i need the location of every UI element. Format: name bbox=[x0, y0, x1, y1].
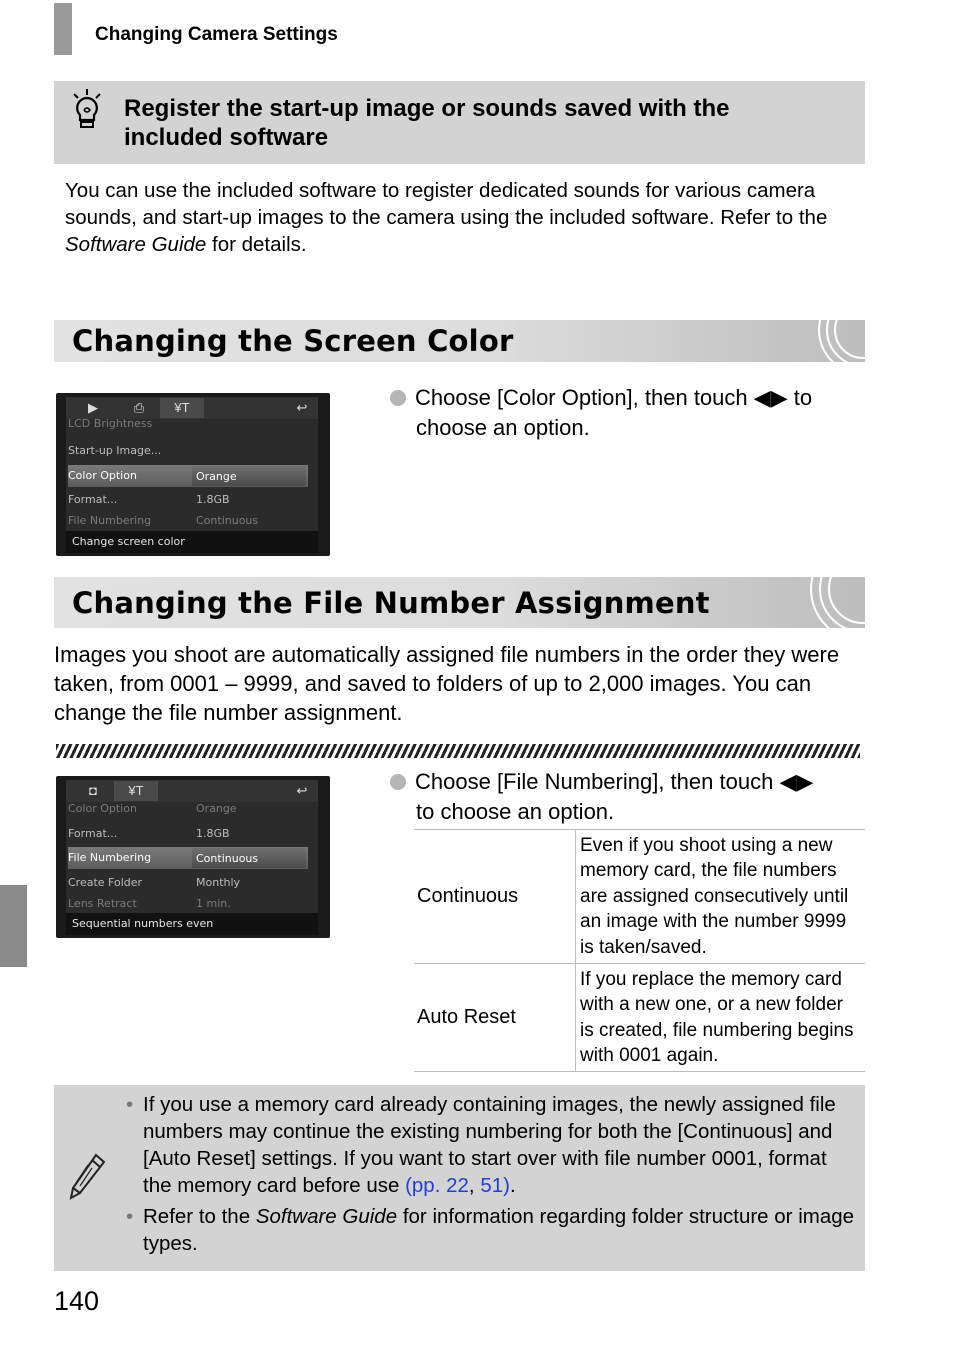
menu-row: Start-up Image... bbox=[68, 444, 162, 457]
file-number-intro: Images you shoot are automatically assigned file numbers in the order they were taken, from 0001 – 9999, and saved to folders of up to 2,000 images. You can change the file number assignment. bbox=[54, 642, 840, 725]
procedure-divider bbox=[56, 744, 860, 758]
note-list bbox=[126, 1091, 856, 1261]
lightbulb-icon bbox=[70, 88, 104, 132]
header-bar bbox=[54, 3, 72, 55]
left-right-arrows-icon: ◀▶ bbox=[753, 385, 788, 410]
option-name: Auto Reset bbox=[414, 964, 576, 1072]
page-link[interactable]: 51) bbox=[480, 1174, 510, 1197]
back-arrow-icon: ↩ bbox=[296, 783, 308, 798]
page-header-title: Changing Camera Settings bbox=[95, 24, 338, 45]
instruction-file-numbering: Choose [File Numbering], then touch ◀▶ to choose an option. bbox=[390, 767, 860, 827]
table-row bbox=[414, 830, 865, 964]
option-name: Continuous bbox=[414, 830, 576, 964]
list-item: • If you use a memory card already containing images, the newly assigned file numbers may continue the existing numbering for both the [Continuous] and [Auto Reset] settings. If you want to start over with file number 0001, format the memory card before use (pp. 22, 51). bbox=[126, 1093, 836, 1197]
menu-row: Lens Retract 1 min. bbox=[68, 897, 231, 910]
section-heading-screen-color bbox=[54, 320, 865, 362]
tip-body: You can use the included software to register dedicated sounds for various camera sounds, and start-up images to the camera using the included software. Refer to the Software Guide for details. bbox=[65, 179, 828, 256]
menu-row: Format... 1.8GB bbox=[68, 827, 230, 840]
instruction-color: Choose [Color Option], then touch ◀▶ to choose an option. bbox=[390, 383, 860, 443]
camera-screen-color bbox=[56, 393, 330, 556]
screen-footer: Change screen color bbox=[66, 531, 318, 553]
page-link[interactable]: (pp. 22 bbox=[405, 1174, 469, 1197]
list-item: • Refer to the Software Guide for information regarding folder structure or image types. bbox=[126, 1205, 855, 1255]
swirl-decoration-icon bbox=[805, 320, 865, 362]
playback-icon: ▶ bbox=[88, 400, 98, 415]
bullet-dot-icon bbox=[390, 774, 406, 790]
settings-tools-icon: ¥T bbox=[114, 781, 158, 801]
back-arrow-icon: ↩ bbox=[296, 400, 308, 415]
bullet-dot-icon bbox=[390, 390, 406, 406]
camera-icon: ◘ bbox=[89, 783, 97, 798]
menu-row-selected: File Numbering Continuous bbox=[68, 847, 308, 869]
section-title: Changing the Screen Color bbox=[72, 324, 514, 358]
left-right-arrows-icon: ◀▶ bbox=[779, 769, 814, 794]
tip-title: Register the start-up image or sounds saved with the included software bbox=[124, 95, 730, 151]
menu-row: Create Folder Monthly bbox=[68, 876, 241, 889]
chapter-side-tab bbox=[0, 885, 27, 967]
pencil-note-icon bbox=[68, 1153, 106, 1201]
section-title: Changing the File Number Assignment bbox=[72, 586, 710, 620]
print-icon: ⎙ bbox=[133, 400, 145, 415]
option-description: If you replace the memory card with a new one, or a new folder is created, file numbering begins with 0001 again. bbox=[576, 964, 866, 1072]
menu-row: LCD Brightness bbox=[68, 417, 153, 430]
section-heading-file-number bbox=[54, 577, 865, 628]
table-row bbox=[414, 964, 865, 1072]
menu-row: Format... 1.8GB bbox=[68, 493, 230, 506]
settings-tools-icon: ¥T bbox=[160, 398, 204, 418]
screen-footer: Sequential numbers even bbox=[66, 913, 318, 935]
menu-row: Color Option Orange bbox=[68, 802, 237, 815]
menu-row: File Numbering Continuous bbox=[68, 514, 259, 527]
menu-row-selected: Color Option Orange bbox=[68, 465, 308, 487]
file-numbering-options-table bbox=[414, 829, 865, 1072]
option-description: Even if you shoot using a new memory card, the file numbers are assigned consecutively until an image with the number 9999 is taken/saved. bbox=[576, 830, 866, 964]
swirl-decoration-icon bbox=[785, 577, 865, 628]
camera-screen-file-numbering bbox=[56, 776, 330, 938]
page-number: 140 bbox=[54, 1286, 100, 1316]
